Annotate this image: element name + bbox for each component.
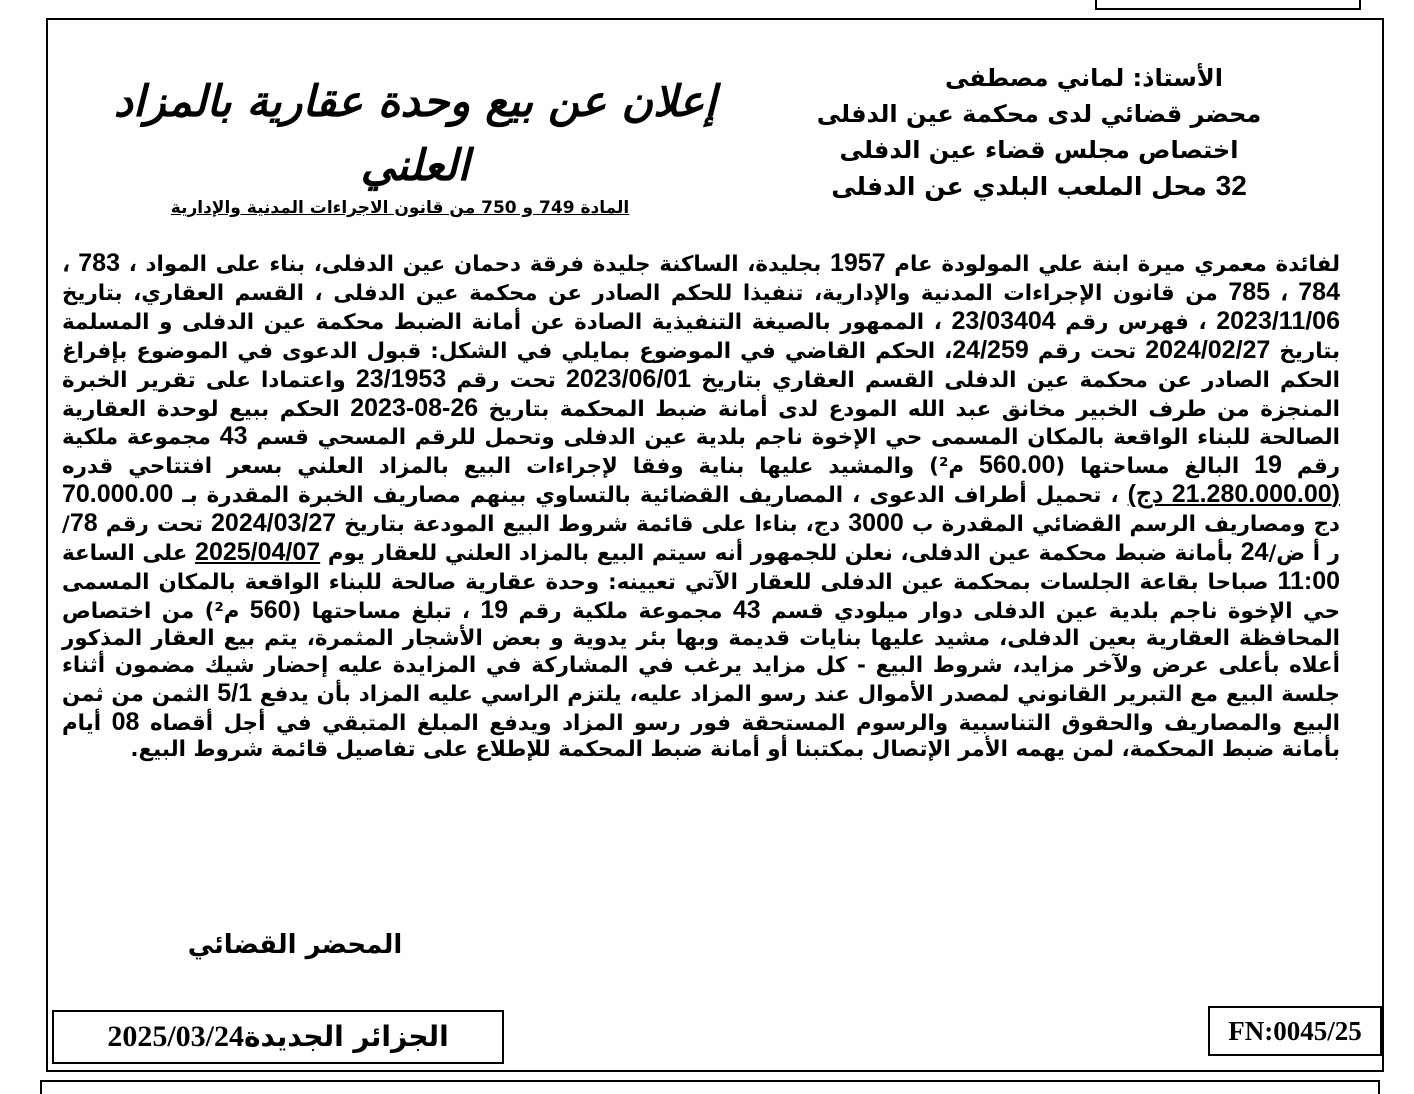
body-number: 78 <box>69 509 98 538</box>
bailiff-title: محضر قضائي لدى محكمة عين الدفلى <box>816 100 1262 128</box>
body-number: 560 <box>249 595 292 624</box>
auction-time: 11:00 <box>1277 566 1340 595</box>
body-text: دج، بناءا على قائمة شروط البيع المودعة بتاريخ <box>336 512 849 538</box>
body-text: دج ومصاريف الرسم القضائي المقدرة ب <box>903 512 1341 538</box>
body-number: 70.000.00 <box>62 480 174 509</box>
body-number: 560.00 <box>978 451 1056 480</box>
body-text: الثمن من ثمن البيع والمصاريف والحقوق التناسبية والرسوم المستحقة فور رسو المزاد ويدفع المبلغ المتبقي في أجل أقصاه <box>62 681 1340 736</box>
body-text: تحت رقم <box>97 512 212 538</box>
body-number: 23/03404 <box>951 306 1056 335</box>
body-number: 2023/06/01 <box>565 364 692 393</box>
body-text: / ر أ ض/ <box>62 512 1340 567</box>
body-text: بأمانة ضبط محكمة عين الدفلى، نعلن للجمهور أنه سيتم البيع بالمزاد العلني للعقار يوم <box>320 541 1241 567</box>
body-text: ، الحكم القاضي في الموضوع بمايلي في الشكل: قبول الدعوى في الموضوع بإفراغ الحكم الصادر عن محكمة عين الدفلى القسم العقاري بتاريخ <box>62 338 1340 393</box>
body-text: صباحا بقاعة الجلسات بمحكمة عين الدفلى للعقار الآتي تعيينه: وحدة عقارية صالحة للبناء الواقعة بالمكان المسمى حي الإخوة ناجم بلدية عين الدفلى دوار ميلودي قسم <box>62 569 1340 624</box>
body-number: 3000 <box>848 509 904 538</box>
legal-article: المادة 749 و 750 من قانون الاجراءات المدنية والإدارية <box>170 198 630 218</box>
body-number: 43 <box>732 595 761 624</box>
body-number: 1957 <box>829 249 886 277</box>
body-text: ، تبلغ مساحتها ( <box>291 598 481 624</box>
body-text: على الساعة <box>62 541 196 567</box>
body-text: من قانون الإجراءات المدنية والإدارية، تنفيذا للحكم الصادر عن محكمة عين الدفلى ، القسم العقاري، بتاريخ <box>62 280 1229 306</box>
body-text: ، تحميل أطراف الدعوى ، المصاريف القضائية بالتساوي بينهم مصاريف الخبرة المقدرة بـ <box>173 483 1128 509</box>
reference-box: FN:0045/25 <box>1208 1006 1382 1056</box>
jurisdiction: اختصاص مجلس قضاء عين الدفلى <box>839 136 1239 164</box>
signature: المحضر القضائي <box>187 930 403 960</box>
body-text: بجليدة، الساكنة جليدة فرقة دحمان عين الدفلى، بناء على المواد ، <box>120 252 830 277</box>
body-text: البالغ مساحتها ( <box>1055 454 1255 480</box>
page-title: إعلان عن بيع وحدة عقارية بالمزاد العلني <box>113 77 717 191</box>
body-text: أيام بأمانة ضبط المحكمة، لمن يهمه الأمر الإتصال بمكتبنا أو أمانة ضبط المحكمة للإطلاع على تفاصيل قائمة شروط البيع. <box>62 710 1340 763</box>
body-number: 24 <box>1240 538 1269 567</box>
address-text: محل الملعب البلدي عن الدفلى <box>831 172 1207 201</box>
body-text: لفائدة معمري ميرة ابنة علي المولودة عام <box>885 252 1340 277</box>
body-number: 2024/03/27 <box>211 509 337 538</box>
body-text: مجموعة ملكية رقم <box>508 598 733 624</box>
body-number: 24/259 <box>952 335 1029 364</box>
body-number: 23/1953 <box>355 364 447 393</box>
body-number: 19 <box>1254 451 1282 480</box>
body-text: مجموعة ملكية رقم <box>62 425 1341 480</box>
auction-date: 2025/04/07 <box>195 538 321 567</box>
body-number: 26-08-2023 <box>350 393 479 422</box>
announcement-body <box>62 250 1340 764</box>
address-number: 32 <box>1215 170 1247 201</box>
body-number: 08 <box>111 707 140 736</box>
bailiff-header <box>804 60 1274 205</box>
body-number: 43 <box>219 422 248 451</box>
body-text: تحت رقم <box>1028 338 1146 364</box>
body-number: 2023/11/06 <box>1216 306 1340 335</box>
body-text: م²) من اختصاص المحافظة العقارية بعين الدفلى، مشيد عليها بنايات قديمة وبها بئر يدوية و بعض الأشجار المثمرة، يتم بيع العقار المذكور أعلاه بأعلى عرض ولآخر مزايد، شروط البيع - كل مزايد يرغب في المشاركة في المزايدة عليه إحضار شيك مضمون أثناء جلسة البيع مع التبرير القانوني لمصدر الأموال عند رسو المزاد عليه، يلتزم الراسي عليه المزاد بأن يدفع <box>62 598 1340 707</box>
body-text: تحت رقم <box>446 367 566 393</box>
body-number: 783 ، 784 ، 785 <box>62 249 1340 306</box>
body-text: م²) والمشيد عليها بناية وفقا لإجراءات البيع بالمزاد العلني بسعر افتتاحي قدره <box>62 454 979 480</box>
body-number: 19 <box>480 595 509 624</box>
body-number: 2024/02/27 <box>1145 335 1271 364</box>
newspaper-name: الجزائر الجديدة <box>244 1020 449 1053</box>
body-text: ، الممهور بالصيغة التنفيذية الصادة عن أمانة الضبط محكمة عين الدفلى و المسلمة بتاريخ <box>62 309 1340 364</box>
body-number: 5/1 <box>217 678 252 707</box>
publication-date: 2025/03/24 <box>107 1020 244 1053</box>
opening-price: (21.280.000.00 دج) <box>1127 480 1340 509</box>
newspaper-box <box>52 1010 504 1064</box>
body-text: ، فهرس رقم <box>1055 309 1217 335</box>
bailiff-address <box>804 168 1274 205</box>
body-text: واعتمادا على تقرير الخبرة المنجزة من طرف الخبير مخانق عبد الله المودع لدى أمانة ضبط المحكمة بتاريخ <box>62 367 1340 422</box>
body-text: الحكم ببيع لوحدة العقارية الصالحة للبناء الواقعة بالمكان المسمى حي الإخوة ناجم بلدية عين الدفلى وتحمل للرقم المسحي قسم <box>62 396 1340 451</box>
top-border-box <box>1095 0 1361 10</box>
bailiff-name: الأستاذ: لماني مصطفى <box>945 64 1223 92</box>
